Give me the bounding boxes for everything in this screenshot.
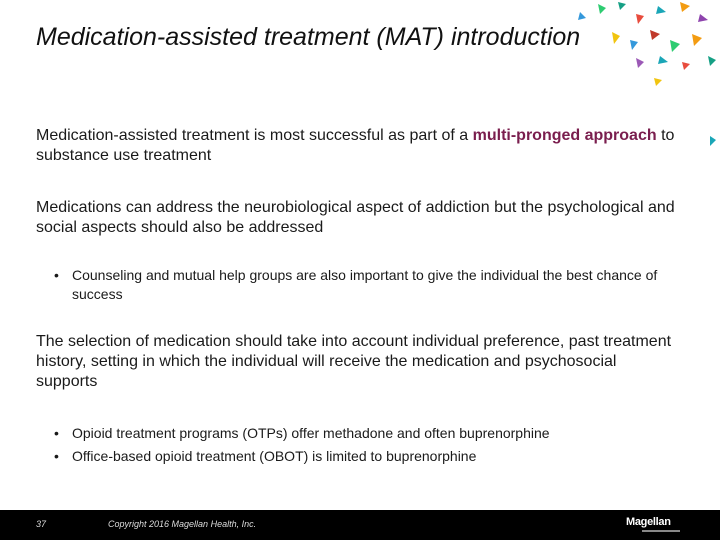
paragraph-medications: Medications can address the neurobiological aspect of addiction but the psychological and social aspects should also be addressed [36, 199, 675, 236]
bullet-list-programs [54, 424, 674, 470]
confetti-piece [630, 40, 638, 50]
bullet-text: Office-based opioid treatment (OBOT) is limited to buprenorphine [72, 448, 477, 464]
confetti-piece [670, 40, 680, 52]
bullet-text: Counseling and mutual help groups are also important to give the individual the best chance of success [72, 267, 658, 302]
paragraph-text: to substance use treatment [36, 127, 675, 164]
footer-bar [0, 510, 720, 540]
confetti-piece [654, 78, 662, 86]
paragraph-mat-success [36, 126, 676, 166]
logo-wordmark: Magellan [626, 516, 671, 528]
confetti-piece [658, 56, 668, 64]
confetti-piece [618, 2, 626, 10]
bullet-item [54, 266, 674, 304]
copyright-text: Copyright 2016 Magellan Health, Inc. [108, 519, 257, 529]
bullet-glyph: • [54, 425, 59, 441]
confetti-piece [708, 56, 716, 66]
confetti-piece [698, 14, 708, 22]
confetti-piece [578, 12, 586, 20]
bullet-glyph: • [54, 448, 59, 464]
slide-number: 37 [36, 519, 47, 529]
confetti-piece [692, 34, 702, 46]
highlighted-phrase: multi-pronged approach [472, 127, 657, 144]
confetti-piece [636, 14, 644, 24]
magellan-logo [626, 516, 686, 536]
confetti-piece [636, 58, 644, 68]
logo-underline [642, 530, 680, 532]
confetti-piece [682, 62, 690, 70]
confetti-piece [598, 4, 606, 14]
paragraph-text: Medication-assisted treatment is most successful as part of a [36, 127, 473, 144]
slide-title: Medication-assisted treatment (MAT) introduction [36, 23, 581, 51]
bullet-text: Opioid treatment programs (OTPs) offer methadone and often buprenorphine [72, 425, 550, 441]
paragraph-selection: The selection of medication should take into account individual preference, past treatment history, setting in which the individual will receive the medication and psychosocial supports [36, 333, 672, 390]
confetti-piece [680, 2, 690, 12]
bullet-glyph: • [54, 267, 59, 283]
confetti-piece [650, 30, 660, 40]
confetti-piece [710, 136, 716, 146]
bullet-item [54, 447, 674, 466]
bullet-list-counseling [54, 266, 674, 304]
confetti-piece [612, 32, 620, 44]
confetti-piece [656, 6, 666, 14]
bullet-item [54, 424, 674, 443]
